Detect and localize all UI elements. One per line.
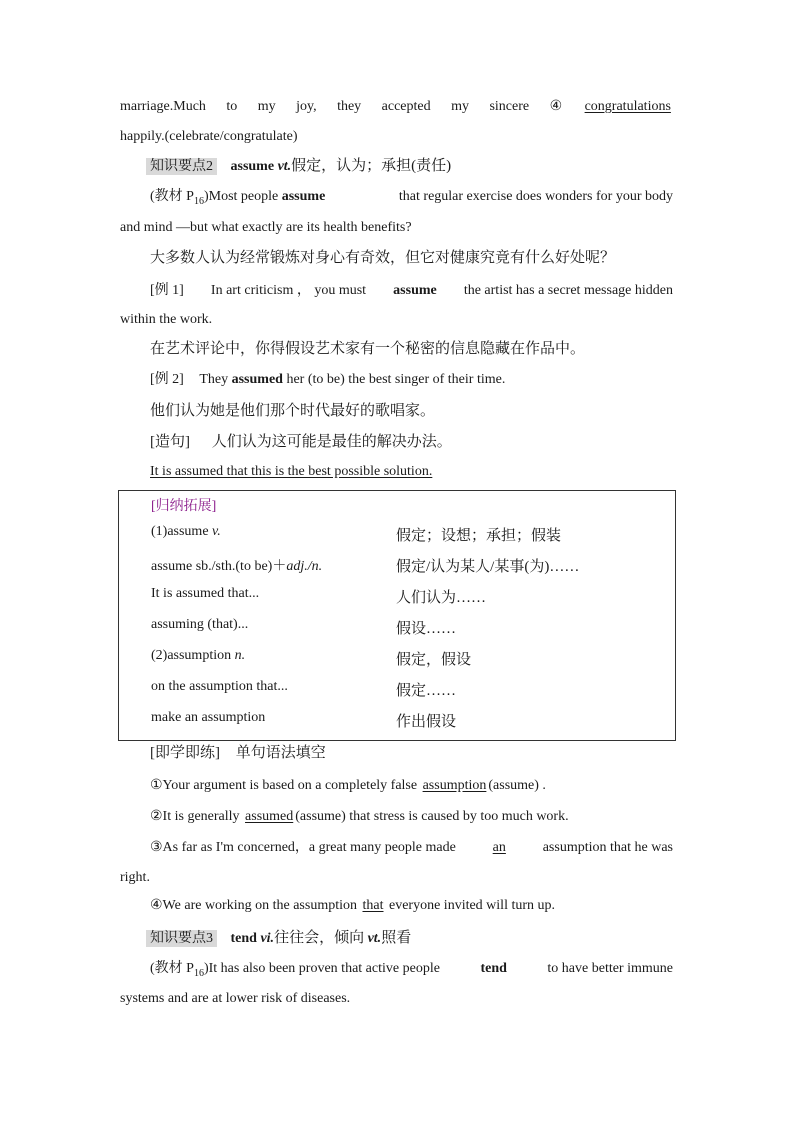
prev-line-2: happily.(celebrate/congratulate) [120,129,298,144]
practice-q3-line2: right. [120,870,150,885]
prev-word: sincere [489,99,530,114]
summary-title: [归纳拓展] [151,499,217,514]
point2-heading [146,156,451,177]
prev-word: marriage.Much [120,99,206,114]
example1-post: the artist has a secret message hidden [463,283,673,298]
example2-post: her (to be) the best singer of their time. [286,372,506,387]
point3-word: tend [230,931,257,946]
point3-textbook-line1: (教材 $P_{16})It$ has also been proven that active people tend to have better immune [150,959,673,984]
summary-row: make an assumption 作出假设 [151,710,457,730]
answer-congratulations: congratulations [584,99,671,114]
example1-line2: within the work. [120,312,213,327]
prev-word: to [226,99,238,114]
practice-label: [即学即练] [150,745,220,761]
example2-bold: assumed [231,372,283,387]
summary-row: (1)assume v. 假定；设想；承担；假装 [151,524,562,544]
textbook-rest: that regular exercise does wonders for your body [398,189,673,204]
point3-tag: 知识要点3 [146,930,217,947]
point2-textbook-line2: and mind —but what exactly are its health benefits? [120,220,412,235]
prev-word: ④ [549,99,563,114]
zaoju-answer-text: It is assumed that this is the best possible solution. [150,464,433,479]
q3-answer: an [492,840,506,855]
practice-q3: ③As far as I'm concerned，a great many people made an assumption that he was [150,838,673,858]
point2-tag: 知识要点2 [146,158,217,175]
textbook-ref: (教材 $P_{16})It$ has also been proven that active people [150,961,440,979]
prev-line-1 [120,97,673,117]
point2-textbook-cn: 大多数人认为经常锻炼对身心有奇效，但它对健康究竟有什么好处呢？ [150,250,616,266]
zaoju-line [150,432,452,452]
point3-heading: 知识要点3 tend vi.往往会，倾向 vt.照看 [146,928,411,949]
example1-label: [例 1] [150,283,184,298]
example1-bold: assume [393,283,437,298]
q2-answer: assumed [245,809,294,824]
point2-pos: vt. [277,159,292,174]
prev-word: my [451,99,469,114]
textbook-ref: (教材 $P_{16})Most$ people assume [150,189,326,207]
point3-pos1: vi. [260,931,275,946]
summary-row: assume sb./sth.(to be)＋adj./n. 假定/认为某人/某事(为)…… [151,559,580,575]
summary-row: assuming (that)... 假设…… [151,617,457,637]
summary-row: (2)assumption n. 假定，假设 [151,648,472,668]
prev-word: my [257,99,276,114]
zaoju-cn: 人们认为这可能是最佳的解决办法。 [211,434,452,450]
example2-line [150,370,505,390]
q4-answer: that [362,898,384,913]
zaoju-answer [150,462,432,482]
example2-pre: They [199,372,229,387]
example2-cn: 他们认为她是他们那个时代最好的歌唱家。 [150,403,436,419]
point3-pos2: vt. [367,931,382,946]
summary-box [118,490,676,741]
prev-word: joy, [296,99,317,114]
practice-q1: ①Your argument is based on a completely false assumption (assume) . [150,778,546,793]
point2-textbook-line1 [150,187,673,212]
example1-cn: 在艺术评论中，你得假设艺术家有一个秘密的信息隐藏在作品中。 [150,341,586,357]
point2-word: assume [230,159,275,174]
summary-row: It is assumed that... 人们认为…… [151,586,487,606]
practice-q4: ④We are working on the assumption that everyone invited will turn up. [150,898,556,913]
example2-label: [例 2] [150,372,184,387]
point3-textbook-line2: systems and are at lower risk of diseases. [120,991,351,1006]
summary-row: on the assumption that... 假定…… [151,679,457,699]
example1-line1 [150,281,673,301]
zaoju-label: [造句] [150,434,190,450]
q1-answer: assumption [422,778,487,793]
example1-pre: In art criticism ， you must [210,283,367,298]
practice-title: 单句语法填空 [235,745,326,761]
point2-meaning: 假定，认为；承担(责任) [291,158,452,174]
practice-heading [150,743,326,763]
prev-word: they [337,99,362,114]
practice-q2: ②It is generally assumed (assume) that stress is caused by too much work. [150,809,569,824]
prev-word: accepted [381,99,431,114]
